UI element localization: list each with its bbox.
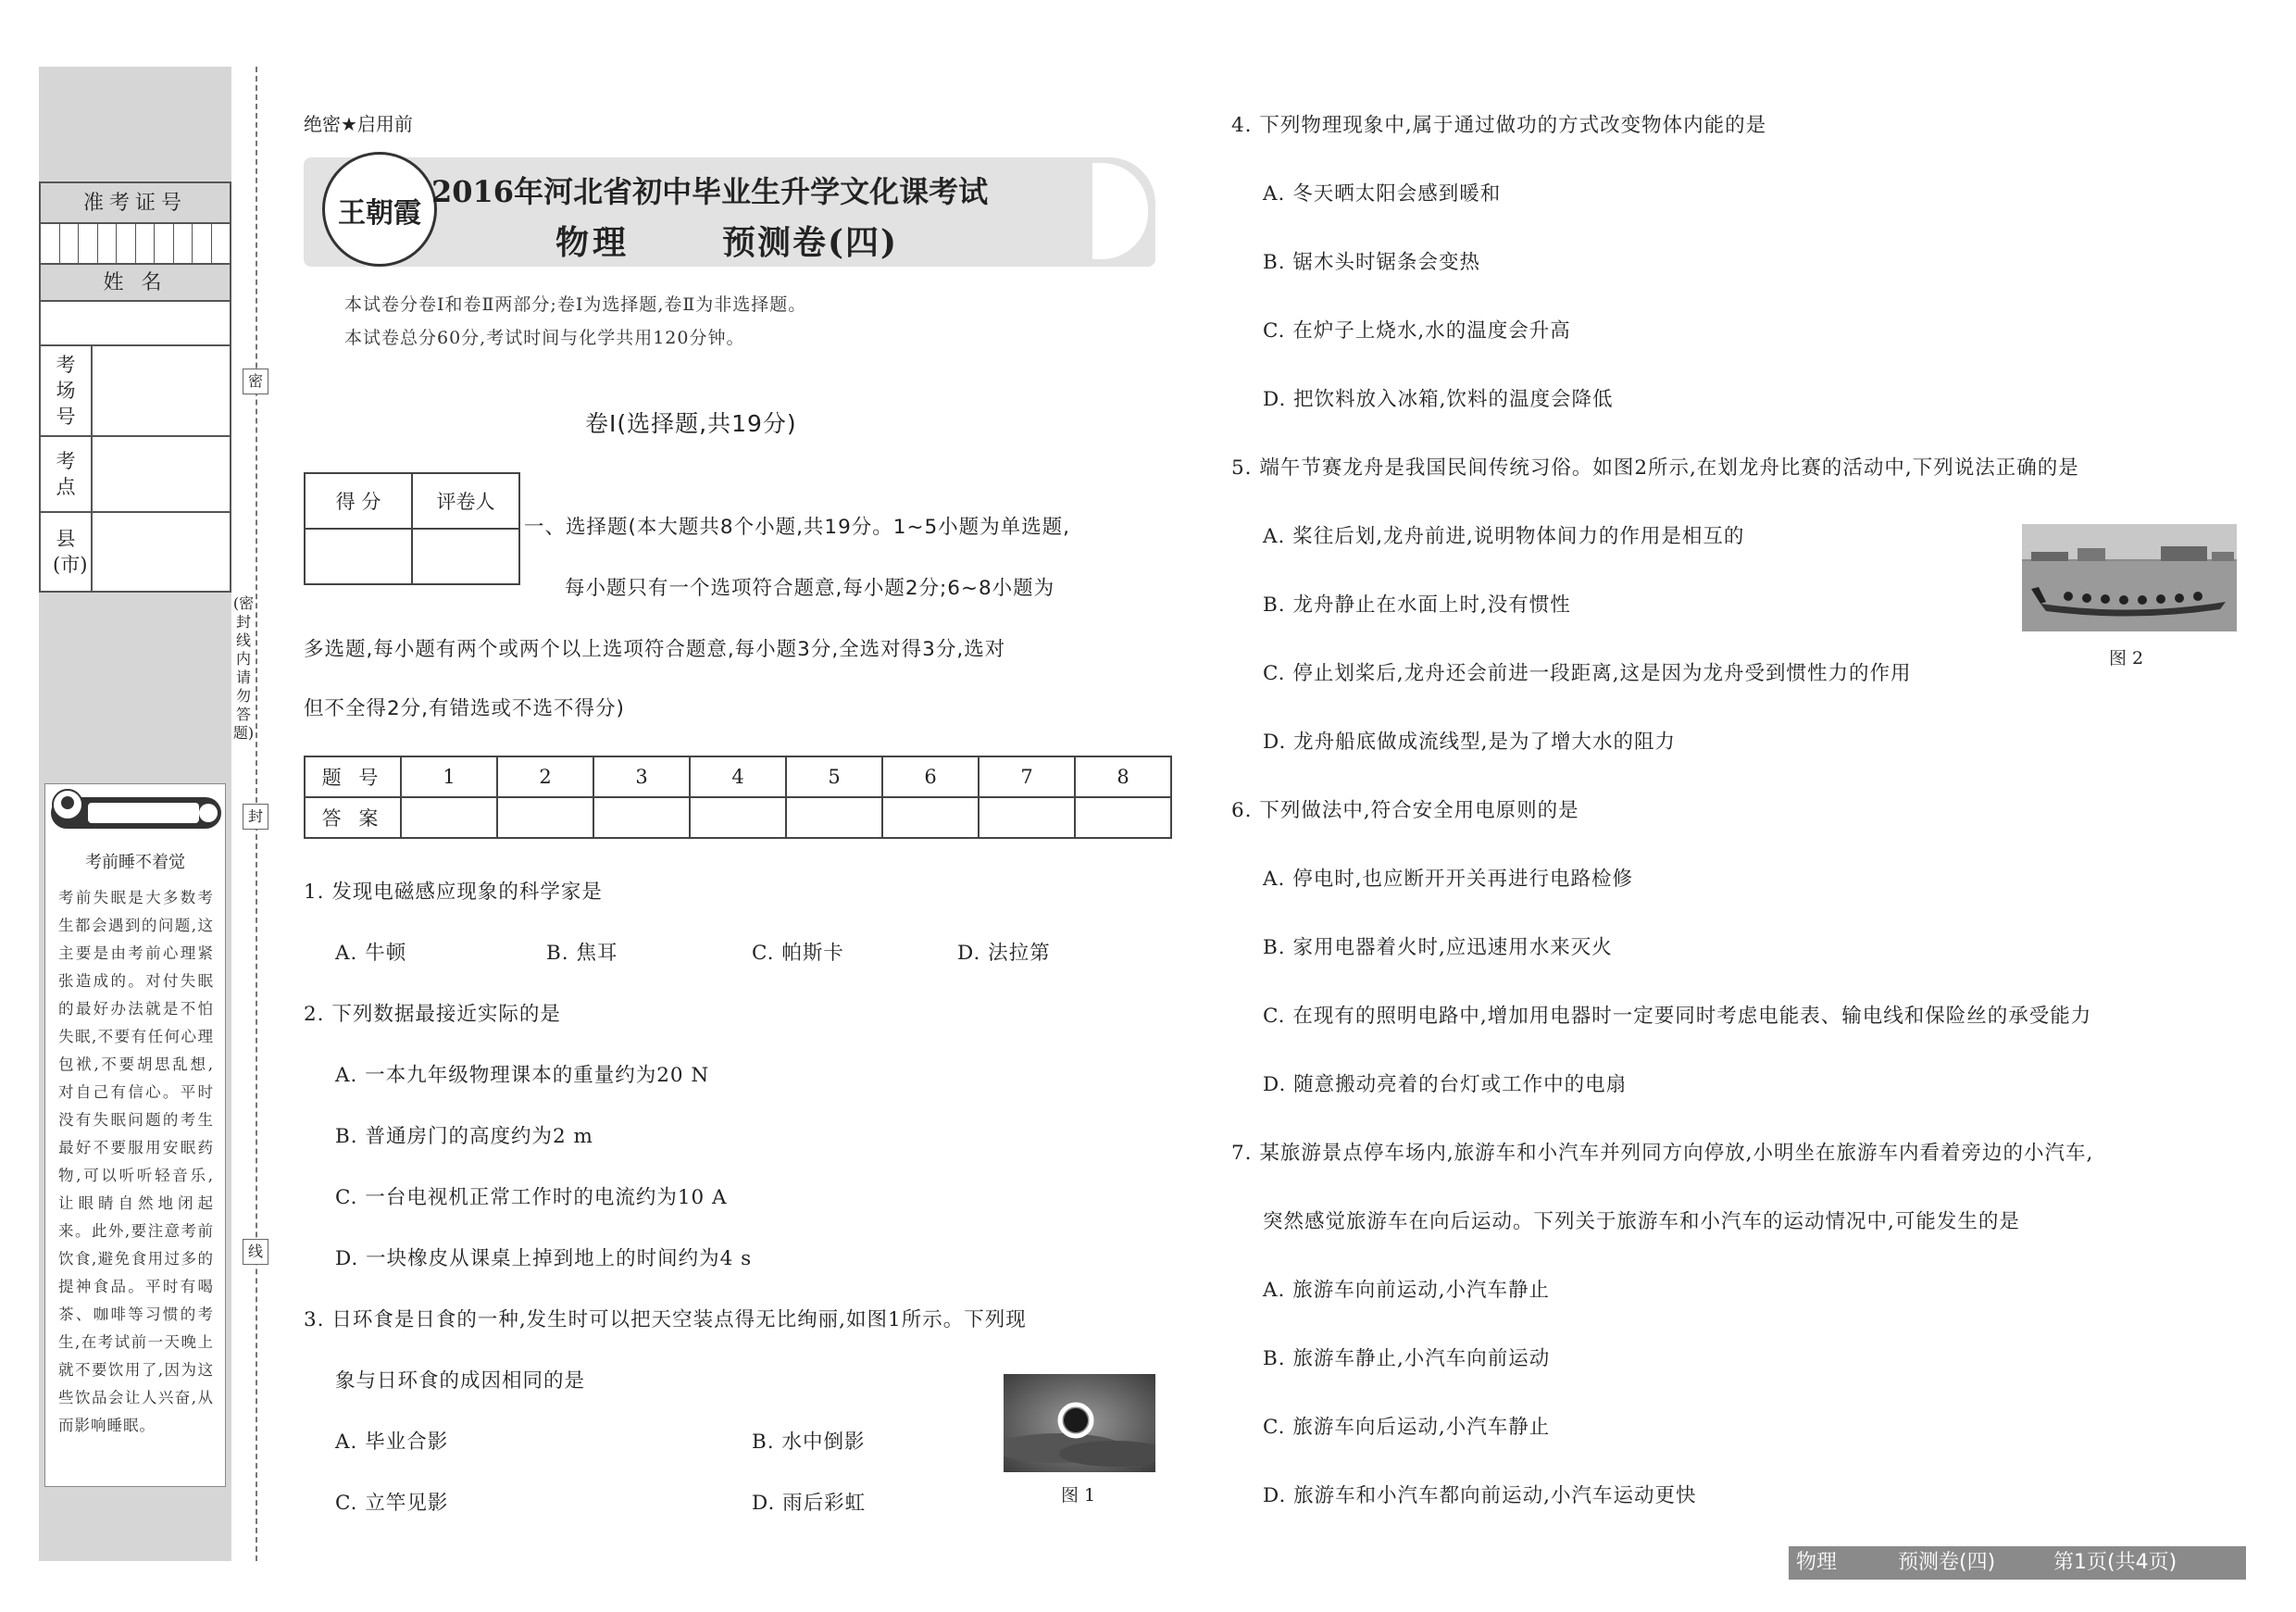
seal-mi: 密 — [243, 369, 268, 394]
q3-option-a: A. 毕业合影 — [335, 1431, 449, 1454]
annular-eclipse-image — [1004, 1374, 1155, 1472]
county-field[interactable] — [41, 513, 230, 591]
figure-2-caption: 图 2 — [2109, 648, 2144, 669]
exam-number-field[interactable] — [41, 224, 230, 265]
candidate-info-box — [39, 181, 231, 593]
exam-room-field[interactable] — [41, 346, 230, 437]
q4-option-c: C. 在炉子上烧水,水的温度会升高 — [1263, 319, 1571, 343]
q7-stem-2: 突然感觉旅游车在向后运动。下列关于旅游车和小汽车的运动情况中,可能发生的是 — [1263, 1210, 2020, 1233]
question-number-label: 题 号 — [305, 756, 401, 797]
q5-option-c: C. 停止划桨后,龙舟还会前进一段距离,这是因为龙舟受到惯性力的作用 — [1263, 662, 1912, 685]
answer-cell[interactable] — [690, 797, 786, 838]
question-number: 1 — [401, 756, 497, 797]
instruction-line-4: 但不全得2分,有错选或不选不得分) — [304, 697, 625, 720]
question-number: 8 — [1075, 756, 1171, 797]
q2-stem: 2. 下列数据最接近实际的是 — [304, 1003, 561, 1026]
q5-option-d: D. 龙舟船底做成流线型,是为了增大水的阻力 — [1263, 731, 1676, 754]
q4-option-a: A. 冬天晒太阳会感到暖和 — [1263, 182, 1502, 206]
exam-number-label: 准考证号 — [41, 183, 230, 224]
confidential-mark: 绝密★启用前 — [304, 113, 413, 135]
q4-option-d: D. 把饮料放入冰箱,饮料的温度会降低 — [1263, 388, 1614, 411]
answer-table — [304, 756, 1172, 839]
q2-option-c: C. 一台电视机正常工作时的电流约为10 A — [335, 1186, 728, 1209]
q2-option-d: D. 一块橡皮从课桌上掉到地上的时间约为4 s — [335, 1247, 753, 1270]
q5-stem: 5. 端午节赛龙舟是我国民间传统习俗。如图2所示,在划龙舟比赛的活动中,下列说法正确的是 — [1231, 456, 2079, 480]
tip-banner-icon — [51, 788, 221, 832]
question-number: 2 — [497, 756, 593, 797]
answer-cell[interactable] — [497, 797, 593, 838]
answer-label: 答 案 — [305, 797, 401, 838]
subject-title: 物理 — [555, 223, 630, 262]
seal-note: (密封线内请勿答题) — [232, 594, 255, 742]
q2-option-b: B. 普通房门的高度约为2 m — [335, 1125, 593, 1148]
question-number: 3 — [593, 756, 690, 797]
exam-tip-box — [44, 783, 226, 1487]
q2-option-a: A. 一本九年级物理课本的重量约为20 N — [335, 1064, 710, 1087]
footer-page: 第1页(共4页) — [2053, 1551, 2177, 1574]
q5-option-a: A. 桨往后划,龙舟前进,说明物体间力的作用是相互的 — [1263, 525, 1745, 548]
tip-body: 考前失眠是大多数考生都会遇到的问题,这主要是由考前心理紧张造成的。对付失眠的最好办法就是不怕失眠,不要有任何心理包袱,不要胡思乱想,对自己有信心。平时没有失眠问题的考生最好不要服用安眠药物,可以听听轻音乐,让眼睛自然地闭起来。此外,要注意考前饮食,避免食用过多的提神食品。平时有喝茶、咖啡等习惯的考生,在考试前一天晚上就不要饮用了,因为这些饮品会让人兴奋,从而影响睡眠。 — [58, 889, 214, 1434]
question-number: 7 — [979, 756, 1075, 797]
q7-option-d: D. 旅游车和小汽车都向前运动,小汽车运动更快 — [1263, 1484, 1697, 1507]
name-field[interactable] — [41, 302, 230, 346]
question-number: 5 — [786, 756, 882, 797]
seal-feng: 封 — [243, 804, 268, 830]
footer-subject: 物理 — [1796, 1551, 1838, 1574]
answer-cell[interactable] — [1075, 797, 1171, 838]
paper-name: 预测卷(四) — [722, 223, 899, 262]
exam-site-label: 考点 — [41, 437, 93, 511]
q3-stem-1: 3. 日环食是日食的一种,发生时可以把天空装点得无比绚丽,如图1所示。下列现 — [304, 1308, 1027, 1331]
q7-stem-1: 7. 某旅游景点停车场内,旅游车和小汽车并列同方向停放,小明坐在旅游车内看着旁边的小汽车, — [1231, 1142, 2094, 1165]
logo-text: 王朝霞 — [338, 197, 421, 230]
answer-cell[interactable] — [979, 797, 1075, 838]
q7-option-c: C. 旅游车向后运动,小汽车静止 — [1263, 1416, 1551, 1439]
instruction-line-2: 每小题只有一个选项符合题意,每小题2分;6~8小题为 — [565, 577, 1055, 600]
figure-1-caption: 图 1 — [1061, 1485, 1096, 1506]
intro-line-1: 本试卷分卷Ⅰ和卷Ⅱ两部分;卷Ⅰ为选择题,卷Ⅱ为非选择题。 — [344, 294, 807, 315]
q6-option-d: D. 随意搬动亮着的台灯或工作中的电扇 — [1263, 1073, 1628, 1096]
exam-title: 2016年河北省初中毕业生升学文化课考试 — [431, 174, 989, 209]
instruction-line-3: 多选题,每小题有两个或两个以上选项符合题意,每小题3分,全选对得3分,选对 — [304, 638, 1006, 661]
name-label: 姓 名 — [41, 265, 230, 302]
footer-paper: 预测卷(四) — [1898, 1551, 1996, 1574]
dragon-boat-image — [2022, 524, 2237, 631]
q3-stem-2: 象与日环食的成因相同的是 — [335, 1369, 586, 1393]
q3-option-b: B. 水中倒影 — [752, 1431, 866, 1454]
q6-option-a: A. 停电时,也应断开开关再进行电路检修 — [1263, 868, 1634, 891]
exam-site-field[interactable] — [41, 437, 230, 513]
q1-option-b: B. 焦耳 — [546, 942, 618, 965]
q5-option-b: B. 龙舟静止在水面上时,没有惯性 — [1263, 594, 1571, 617]
q4-option-b: B. 锯木头时锯条会变热 — [1263, 251, 1480, 274]
q3-option-d: D. 雨后彩虹 — [752, 1492, 867, 1515]
q1-option-d: D. 法拉第 — [957, 942, 1051, 965]
q6-option-c: C. 在现有的照明电路中,增加用电器时一定要同时考虑电能表、输电线和保险丝的承受能力 — [1263, 1005, 2092, 1028]
answer-cell[interactable] — [593, 797, 690, 838]
grader-cell[interactable] — [412, 529, 519, 584]
section-title: 卷Ⅰ(选择题,共19分) — [585, 410, 797, 437]
instruction-line-1: 一、选择题(本大题共8个小题,共19分。1~5小题为单选题, — [524, 516, 1070, 539]
q7-option-b: B. 旅游车静止,小汽车向前运动 — [1263, 1347, 1551, 1370]
score-cell[interactable] — [305, 529, 412, 584]
q3-option-c: C. 立竿见影 — [335, 1492, 449, 1515]
score-table — [304, 472, 520, 585]
answer-cell[interactable] — [882, 797, 979, 838]
q6-option-b: B. 家用电器着火时,应迅速用水来灭火 — [1263, 936, 1613, 959]
grader-header: 评卷人 — [412, 473, 519, 529]
tip-title: 考前睡不着觉 — [85, 853, 185, 872]
question-number: 6 — [882, 756, 979, 797]
q1-option-a: A. 牛顿 — [335, 942, 407, 965]
score-header: 得 分 — [305, 473, 412, 529]
q6-stem: 6. 下列做法中,符合安全用电原则的是 — [1231, 799, 1579, 822]
intro-line-2: 本试卷总分60分,考试时间与化学共用120分钟。 — [344, 328, 745, 348]
answer-cell[interactable] — [401, 797, 497, 838]
seal-xian: 线 — [243, 1239, 268, 1265]
q1-option-c: C. 帕斯卡 — [752, 942, 844, 965]
exam-room-label: 考场号 — [41, 346, 93, 435]
county-label: 县(市) — [41, 513, 93, 591]
q4-stem: 4. 下列物理现象中,属于通过做功的方式改变物体内能的是 — [1231, 114, 1767, 137]
question-number: 4 — [690, 756, 786, 797]
publisher-logo — [322, 152, 437, 267]
page-footer — [1789, 1546, 2246, 1580]
q7-option-a: A. 旅游车向前运动,小汽车静止 — [1263, 1279, 1551, 1302]
q1-stem: 1. 发现电磁感应现象的科学家是 — [304, 881, 603, 904]
answer-cell[interactable] — [786, 797, 882, 838]
